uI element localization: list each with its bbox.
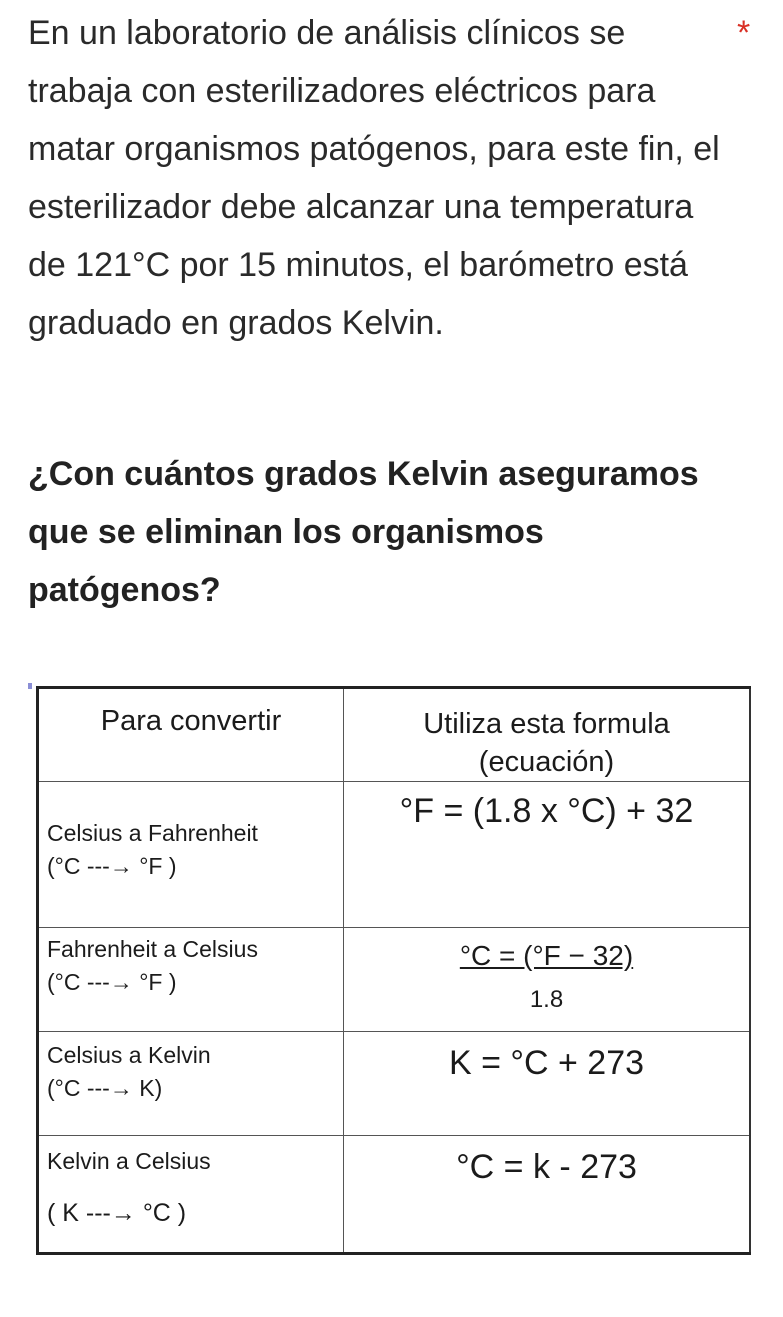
row-formula-cell xyxy=(344,782,751,928)
row-sub: (°C ---→ °F ) xyxy=(47,969,177,995)
table-row xyxy=(38,928,751,1032)
header-convert xyxy=(38,688,344,782)
row-label-cell xyxy=(38,928,344,1032)
table-row xyxy=(38,782,751,928)
row-formula-cell xyxy=(344,1136,751,1254)
row-title: Fahrenheit a Celsius xyxy=(47,936,258,962)
image-corner-mark xyxy=(28,683,32,689)
table-row xyxy=(38,1032,751,1136)
row-formula-denominator: 1.8 xyxy=(529,986,564,1013)
table-row xyxy=(38,1136,751,1254)
question-text: En un laboratorio de análisis clínicos se trabaja con esterilizadores eléctricos para matar organismos patógenos, para este fin, el esterilizador debe alcanzar una temperatura de 121°C por 15 minutos, el barómetro está graduado en grados Kelvin. xyxy=(28,14,720,342)
row-title: Kelvin a Celsius xyxy=(47,1148,211,1174)
row-sub: (°C ---→ K) xyxy=(47,1075,163,1101)
header-convert-label: Para convertir xyxy=(100,705,282,737)
row-sub: ( K ---→ °C ) xyxy=(47,1199,187,1227)
row-formula: °F = (1.8 x °C) + 32 xyxy=(399,792,694,830)
row-title: Celsius a Fahrenheit xyxy=(47,820,258,846)
row-formula-cell xyxy=(344,928,751,1032)
row-title: Celsius a Kelvin xyxy=(47,1042,211,1068)
header-formula-label: Utiliza esta formula (ecuación) xyxy=(423,708,670,778)
header-formula xyxy=(344,688,751,782)
table-header-row xyxy=(38,688,751,782)
row-formula: K = °C + 273 xyxy=(448,1044,645,1082)
required-asterisk: * xyxy=(737,14,751,52)
conversion-table xyxy=(36,686,751,1255)
conversion-table-image xyxy=(36,686,756,1258)
row-formula: °C = k - 273 xyxy=(456,1148,637,1186)
row-sub: (°C ---→ °F ) xyxy=(47,853,177,879)
question-prompt: ¿Con cuántos grados Kelvin aseguramos que se eliminan los organismos patógenos? xyxy=(28,455,699,609)
row-formula-cell xyxy=(344,1032,751,1136)
row-formula: °C = (°F − 32) xyxy=(459,940,634,971)
row-label-cell xyxy=(38,1136,344,1254)
row-label-cell xyxy=(38,782,344,928)
row-label-cell xyxy=(38,1032,344,1136)
